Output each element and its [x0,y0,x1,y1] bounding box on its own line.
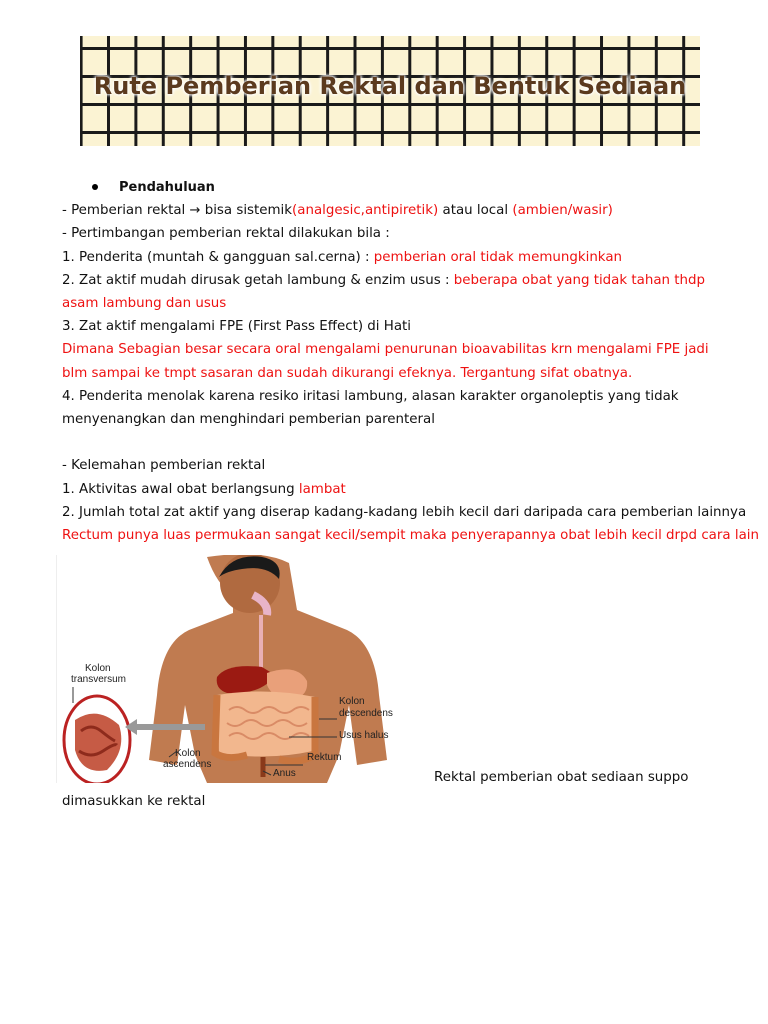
weakness-1 [62,478,738,501]
text: 2. Zat aktif mudah dirusak getah lambung & enzim usus : [62,272,454,288]
intro-line-2: - Pertimbangan pemberian rektal dilakukan bila : [62,226,390,242]
point-3: 3. Zat aktif mengalami FPE (First Pass Effect) di Hati [62,319,412,335]
red-text: (ambien/wasir) [512,203,613,219]
figure-caption-line-1: Rektal pemberian obat sediaan suppo [434,770,689,785]
anatomy-illustration [57,555,421,783]
text: 1. Aktivitas awal obat berlangsung [62,481,299,497]
section-heading: Pendahuluan [119,180,215,195]
red-text: lambat [298,481,346,497]
intestine-shape [217,691,315,756]
label-kolon-descendens-1: Kolon [339,696,365,707]
title-banner [80,36,700,146]
bullet-item-pendahuluan [62,176,738,199]
label-rektum: Rektum [307,752,342,763]
label-kolon-transversum-1: Kolon [85,663,111,674]
point-3-note: Dimana Sebagian besar secara oral mengalami penurunan bioavabilitas krn mengalami FPE jadi blm sampai ke tmpt sasaran dan sudah dikurangi efeknya. Tergantung sifat obatnya. [62,342,709,381]
label-usus-halus: Usus halus [339,730,389,741]
point-1 [62,246,738,269]
red-text: beberapa obat yang tidak tahan thdp asam lambung dan usus [62,272,706,312]
label-kolon-descendens-2: descendens [339,708,393,719]
weakness-2: 2. Jumlah total zat aktif yang diserap kadang-kadang lebih kecil dari daripada cara pemberian lainnya [62,504,747,520]
label-anus: Anus [273,768,296,779]
spacer [62,431,738,454]
weakness-heading: - Kelemahan pemberian rektal [62,458,266,474]
red-text: (analgesic,antipiretik) [292,203,439,219]
bullet-icon [92,184,98,190]
label-kolon-transversum-2: transversum [71,674,127,685]
digestive-system-figure [56,555,421,783]
label-kolon-ascendens-2: ascendens [163,759,212,770]
page-title: Rute Pemberian Rektal dan Bentuk Sediaan [93,72,687,100]
weakness-2-note: Rectum punya luas permukaan sangat kecil/sempit maka penyerapannya obat lebih kecil drpd cara lain [62,528,759,544]
figure-caption-line-2: dimasukkan ke rektal [62,794,206,809]
text: atau local [438,203,513,219]
red-text: pemberian oral tidak memungkinkan [373,249,623,265]
point-2 [62,269,738,315]
document-body [62,176,759,547]
intro-line-1 [62,199,738,222]
text: - Pemberian rektal [62,203,190,219]
text: 1. Penderita (muntah & gangguan sal.cerna) : [62,249,374,265]
point-4: 4. Penderita menolak karena resiko iritasi lambung, alasan karakter organoleptis yang tidak menyenangkan dan menghindari pemberian parenteral [62,388,679,428]
text: bisa sistemik [200,203,293,219]
label-kolon-ascendens-1: Kolon [175,748,201,759]
arrow-right-icon: → [189,203,201,219]
